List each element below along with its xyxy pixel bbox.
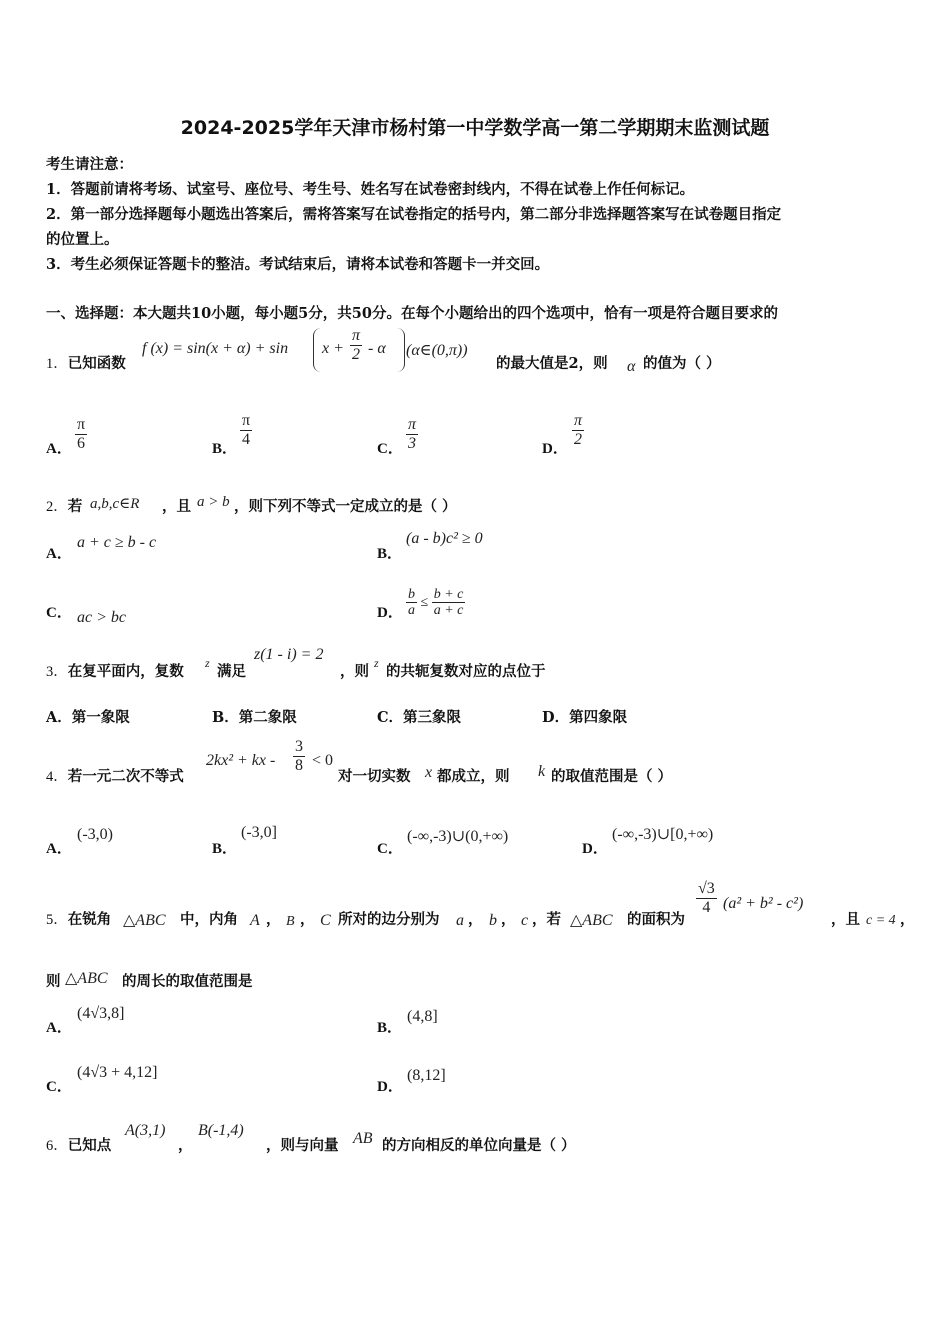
- q5-t3: ，若: [532, 911, 561, 928]
- q2-option-a-label[interactable]: A．: [46, 546, 72, 562]
- q4-option-a-label[interactable]: A．: [46, 841, 72, 857]
- q1-option-a-label[interactable]: A．: [46, 441, 72, 457]
- q5-t2: 所对的边分别为: [338, 911, 440, 928]
- q1-option-a-value: $\frac{\pi}{6}$: [77, 416, 86, 452]
- q5-c-eq: c = 4: [866, 913, 896, 928]
- q5-triangle-2: △ABC: [570, 912, 613, 929]
- q1-option-b-label[interactable]: B．: [212, 441, 238, 457]
- q6-vector: AB: [353, 1130, 373, 1147]
- notice-item-2-line2: 的位置上。: [46, 231, 119, 248]
- q6-point-b: B(-1,4): [198, 1122, 244, 1139]
- q1-stem: [46, 352, 126, 373]
- q3-option-b[interactable]: B．第二象限: [212, 709, 297, 726]
- q1-paren-alpha: - α: [368, 340, 386, 357]
- q3-mid: 满足: [217, 663, 246, 680]
- q1-number: 1．: [46, 356, 68, 372]
- q5-triangle: △ABC: [123, 912, 166, 929]
- q4-option-a-value: (-3,0): [77, 826, 113, 843]
- q4-option-d-value: (-∞,-3)∪[0,+∞): [612, 826, 714, 843]
- q4-option-c-label[interactable]: C．: [377, 841, 403, 857]
- q5-angle-a: A: [250, 912, 260, 929]
- q4-frac: $\frac{3}{8}$: [295, 738, 303, 774]
- q5-angle-b: B: [286, 914, 295, 929]
- q5-comma-2: ，: [300, 911, 315, 928]
- q4-mid: 对一切实数: [338, 768, 411, 785]
- q4-mid2: 都成立，则: [437, 768, 510, 785]
- q5-t4: 的面积为: [627, 911, 685, 928]
- q1-option-b-value: $\frac{\pi}{4}$: [242, 412, 251, 448]
- q2-post: ，则下列不等式一定成立的是（ ）: [234, 498, 457, 515]
- q5-area-expr: (a² + b² - c²): [723, 895, 804, 912]
- q5-angle-c: C: [320, 912, 331, 929]
- q4-option-b-value: (-3,0]: [241, 824, 277, 841]
- q2-option-c-value: ac > bc: [77, 609, 126, 626]
- q1-option-d-label[interactable]: D．: [542, 441, 568, 457]
- q5-option-c-label[interactable]: C．: [46, 1079, 72, 1095]
- q5-option-d-value: (8,12]: [407, 1067, 446, 1084]
- q4-x: x: [425, 764, 433, 781]
- q1-option-d-value: $\frac{\pi}{2}$: [574, 412, 583, 448]
- notice-heading: 考生请注意：: [46, 156, 133, 173]
- q6-comma: ，: [178, 1137, 193, 1154]
- q5-option-b-value: (4,8]: [407, 1008, 438, 1025]
- q5-line2-pre: 则: [46, 973, 61, 990]
- q4-stem: 4．若一元二次不等式: [46, 768, 184, 785]
- q3-mid2: ，则: [340, 663, 369, 680]
- q1-option-c-value: $\frac{\pi}{3}$: [408, 416, 417, 452]
- q5-area-frac: $\frac{√3}{4}$: [698, 880, 715, 916]
- q5-option-a-value: (4√3,8]: [77, 1005, 125, 1022]
- q5-triangle-3: △ABC: [65, 970, 108, 987]
- q3-option-a[interactable]: A．第一象限: [46, 709, 130, 726]
- q6-post: 的方向相反的单位向量是（ ）: [382, 1137, 576, 1154]
- q1-post: 的最大值是2，则: [496, 355, 608, 372]
- q5-side-c: c: [521, 912, 529, 929]
- notice-item-3: 3．考生必须保证答题卡的整洁。考试结束后，请将本试卷和答题卡一并交回。: [46, 256, 550, 273]
- q5-side-b: b: [489, 912, 497, 929]
- q5-comma-1: ，: [266, 911, 281, 928]
- q5-option-c-value: (4√3 + 4,12]: [77, 1064, 158, 1081]
- q4-option-c-value: (-∞,-3)∪(0,+∞): [407, 828, 509, 845]
- q1-paren-x: x +: [322, 340, 344, 357]
- notice-item-2-line1: 2．第一部分选择题每小题选出答案后，需将答案写在试卷指定的括号内，第二部分非选择题答案写在试卷题目指定: [46, 206, 782, 223]
- q5-option-d-label[interactable]: D．: [377, 1079, 403, 1095]
- q5-option-a-label[interactable]: A．: [46, 1020, 72, 1036]
- q5-t1: 中，内角: [180, 911, 238, 928]
- q2-stem: 2．若: [46, 498, 83, 515]
- q2-option-b-value: (a - b)c² ≥ 0: [406, 530, 483, 547]
- q3-z: z: [205, 656, 210, 670]
- q3-stem: 3．在复平面内，复数: [46, 663, 184, 680]
- q1-var: α: [627, 358, 636, 375]
- page-title: 2024-2025学年天津市杨村第一中学数学高一第二学期期末监测试题: [180, 117, 770, 139]
- q4-lt: < 0: [312, 752, 334, 769]
- q1-end: 的值为（ ）: [643, 355, 721, 372]
- q4-option-d-label[interactable]: D．: [582, 841, 608, 857]
- q1-pre: 已知函数: [67, 355, 126, 372]
- q5-line2-post: 的周长的取值范围是: [122, 973, 253, 990]
- q2-option-c-label[interactable]: C．: [46, 605, 72, 621]
- q1-function: f (x) = sin(x + α) + sin: [142, 340, 289, 357]
- q5-option-b-label[interactable]: B．: [377, 1020, 403, 1036]
- q4-post: 的取值范围是（ ）: [551, 768, 673, 785]
- q5-side-a: a: [456, 912, 464, 929]
- q2-option-b-label[interactable]: B．: [377, 546, 403, 562]
- q1-condition: (α∈(0,π)): [406, 342, 468, 359]
- notice-item-1: 1．答题前请将考场、试室号、座位号、考生号、姓名写在试卷密封线内，不得在试卷上作任何标记。: [46, 181, 695, 198]
- q5-stem: 5．在锐角: [46, 911, 112, 928]
- q6-mid: ，则与向量: [266, 1137, 339, 1154]
- q2-cond2: a > b: [197, 494, 230, 510]
- q1-option-c-label[interactable]: C．: [377, 441, 403, 457]
- q2-cond1: a,b,c∈R: [90, 496, 140, 512]
- q6-stem: 6．已知点: [46, 1137, 112, 1154]
- q3-post: 的共轭复数对应的点位于: [386, 663, 546, 680]
- q4-option-b-label[interactable]: B．: [212, 841, 238, 857]
- q2-option-d-label[interactable]: D．: [377, 605, 403, 621]
- q2-option-d-value: $\frac{b}{a}$ ≤ $\frac{b + c}{a + c}$: [408, 587, 464, 619]
- q5-comma-4: ，: [501, 911, 516, 928]
- section-heading: 一、选择题：本大题共10小题，每小题5分，共50分。在每个小题给出的四个选项中，恰有一项是符合题目要求的: [46, 305, 778, 322]
- q5-comma-5: ，: [900, 911, 915, 928]
- q3-option-d[interactable]: D．第四象限: [542, 709, 628, 726]
- q5-t5: ，且: [831, 911, 860, 928]
- q3-option-c[interactable]: C．第三象限: [377, 709, 462, 726]
- q6-point-a: A(3,1): [125, 1122, 166, 1139]
- q1-paren-frac: $\frac{\pi}{2}$: [352, 327, 361, 363]
- q5-comma-3: ，: [468, 911, 483, 928]
- q2-option-a-value: a + c ≥ b - c: [77, 534, 157, 551]
- q4-expr: 2kx² + kx -: [206, 752, 276, 769]
- q3-z2: z: [374, 656, 379, 670]
- q3-equation: z(1 - i) = 2: [254, 646, 324, 663]
- q2-mid: ，且: [162, 498, 191, 515]
- q4-k: k: [538, 763, 546, 780]
